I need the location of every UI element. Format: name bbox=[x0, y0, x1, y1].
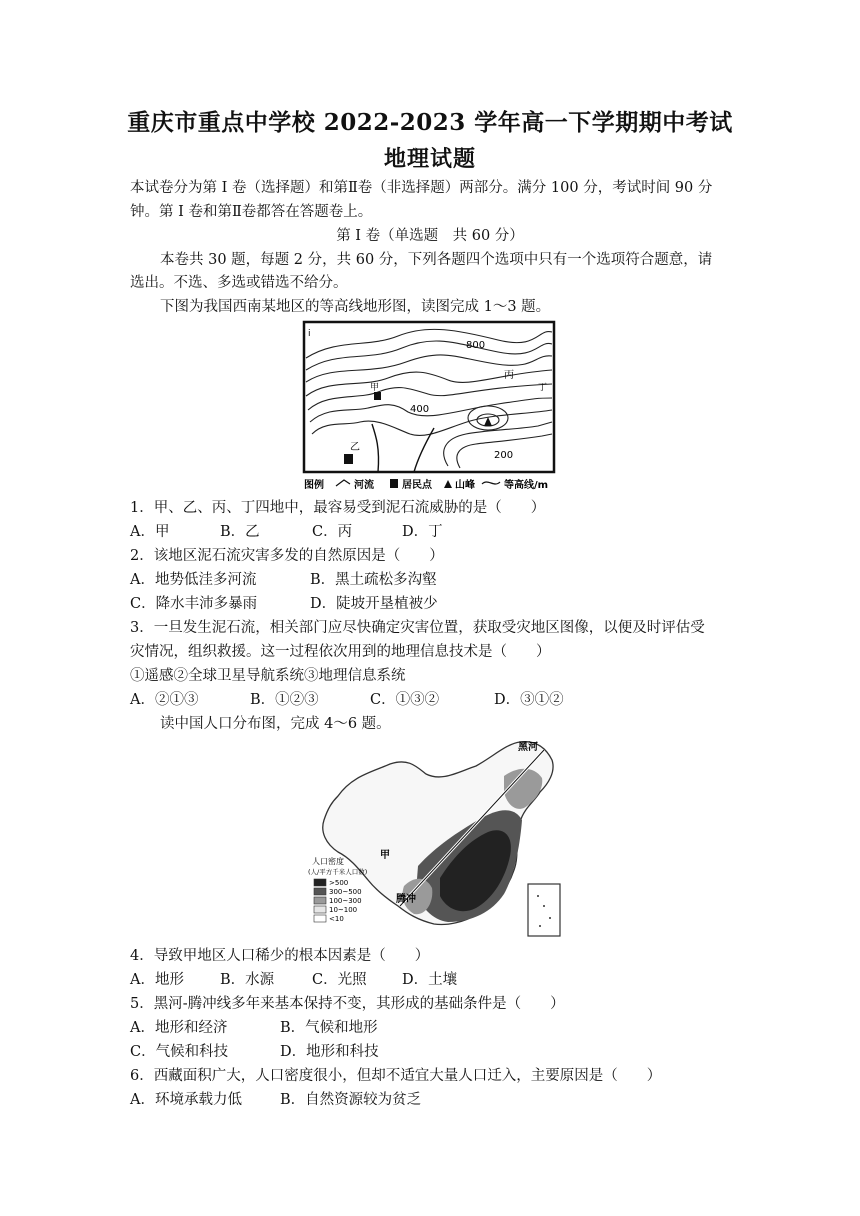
legend-settlement: 居民点 bbox=[402, 480, 432, 491]
q2-options-row1 bbox=[130, 570, 437, 590]
contour-icon bbox=[482, 482, 500, 484]
legend-swatch-3 bbox=[314, 897, 326, 904]
q2-option-d: D．陡坡开垦植被少 bbox=[310, 596, 438, 612]
q4-option-c: C．光照 bbox=[312, 972, 367, 988]
q1-option-d: D．丁 bbox=[402, 524, 443, 540]
legend-contour: 等高线/m bbox=[504, 480, 549, 491]
q6-option-a: A．环境承载力低 bbox=[130, 1092, 242, 1108]
map2-label-jia: 甲 bbox=[380, 850, 390, 861]
q1-option-b: B．乙 bbox=[220, 524, 260, 540]
q2-options-row2 bbox=[130, 594, 438, 614]
q4-options bbox=[130, 970, 457, 990]
legend-peak: 山峰 bbox=[455, 480, 475, 491]
intro-line-2: 钟。第 I 卷和第Ⅱ卷都答在答题卷上。 bbox=[130, 204, 373, 220]
settlement-jia bbox=[374, 392, 381, 400]
q4-stem: 4．导致甲地区人口稀少的根本因素是（ ） bbox=[130, 948, 430, 964]
map-label-bing: 丙 bbox=[504, 370, 514, 381]
map-label-yi: 乙 bbox=[350, 442, 360, 453]
legend-class-1: >500 bbox=[329, 879, 349, 887]
settlement-yi bbox=[344, 454, 353, 464]
contour-map bbox=[298, 318, 560, 496]
legend-swatch-1 bbox=[314, 879, 326, 886]
q6-options bbox=[130, 1090, 421, 1110]
q1-option-a: A．甲 bbox=[130, 524, 170, 540]
map-label-jia: 甲 bbox=[370, 383, 380, 393]
q1-stem: 1．甲、乙、丙、丁四地中，最容易受到泥石流威胁的是（ ） bbox=[130, 500, 546, 516]
q5-options-row1 bbox=[130, 1018, 378, 1038]
exam-title: 重庆市重点中学校 2022-2023 学年高一下学期期中考试 bbox=[127, 109, 733, 136]
figure1-caption: 下图为我国西南某地区的等高线地形图，读图完成 1～3 题。 bbox=[160, 299, 551, 315]
q4-option-d: D．土壤 bbox=[402, 972, 458, 988]
q6-option-b: B．自然资源较为贫乏 bbox=[280, 1092, 422, 1108]
q5-option-d: D．地形和科技 bbox=[280, 1044, 379, 1060]
q3-option-b: B．①②③ bbox=[250, 692, 319, 708]
legend-title: 图例 bbox=[304, 480, 324, 491]
contour-label-800: 800 bbox=[466, 340, 486, 351]
map2-label-heihe: 黑河 bbox=[518, 742, 538, 753]
q5-options-row2 bbox=[130, 1042, 379, 1062]
exam-subtitle: 地理试题 bbox=[383, 146, 476, 172]
contour-label-200: 200 bbox=[494, 450, 514, 461]
q1-option-c: C．丙 bbox=[312, 524, 353, 540]
q5-option-c: C．气候和科技 bbox=[130, 1044, 229, 1060]
q3-stem-2: 灾情况，组织救援。这一过程依次用到的地理信息技术是（ ） bbox=[130, 644, 551, 660]
south-china-sea-inset bbox=[528, 884, 560, 936]
legend-swatch-2 bbox=[314, 888, 326, 895]
q3-stem-1: 3．一旦发生泥石流，相关部门应尽快确定灾害位置，获取受灾地区图像，以便及时评估受 bbox=[130, 620, 705, 636]
q3-option-c: C．①③② bbox=[370, 692, 440, 708]
q6-stem: 6．西藏面积广大，人口密度很小，但却不适宜大量人口迁入，主要原因是（ ） bbox=[130, 1068, 662, 1084]
legend-class-5: <10 bbox=[329, 915, 344, 923]
legend-river: 河流 bbox=[354, 480, 374, 491]
part1-desc-1: 本卷共 30 题，每题 2 分，共 60 分，下列各题四个选项中只有一个选项符合题意，请 bbox=[160, 252, 713, 268]
legend-class-2: 300~500 bbox=[329, 888, 362, 896]
q2-option-a: A．地势低洼多河流 bbox=[130, 572, 257, 588]
settlement-icon bbox=[390, 479, 398, 488]
q3-note: ①遥感②全球卫星导航系统③地理信息系统 bbox=[130, 668, 406, 684]
intro-line-1: 本试卷分为第 I 卷（选择题）和第Ⅱ卷（非选择题）两部分。满分 100 分，考试时间 90 分 bbox=[130, 180, 713, 196]
q2-option-b: B．黑土疏松多沟壑 bbox=[310, 572, 437, 588]
q3-option-a: A．②①③ bbox=[130, 692, 199, 708]
part1-heading: 第 I 卷（单选题 共 60 分） bbox=[336, 228, 524, 244]
figure2-caption: 读中国人口分布图，完成 4～6 题。 bbox=[160, 716, 391, 732]
q4-option-a: A．地形 bbox=[130, 972, 184, 988]
q1-options bbox=[130, 522, 443, 542]
legend-swatch-4 bbox=[314, 906, 326, 913]
q2-option-c: C．降水丰沛多暴雨 bbox=[130, 596, 258, 612]
legend-class-3: 100~300 bbox=[329, 897, 362, 905]
q4-option-b: B．水源 bbox=[220, 972, 275, 988]
map2-label-tengchong: 腾冲 bbox=[396, 894, 416, 905]
q2-stem: 2．该地区泥石流灾害多发的自然原因是（ ） bbox=[130, 548, 444, 564]
q3-options bbox=[130, 690, 564, 710]
legend-class-4: 10~100 bbox=[329, 906, 358, 914]
q5-stem: 5．黑河-腾冲线多年来基本保持不变，其形成的基础条件是（ ） bbox=[130, 996, 565, 1012]
q5-option-a: A．地形和经济 bbox=[130, 1020, 228, 1036]
map-label-ding: 丁 bbox=[538, 383, 548, 393]
contour-label-400: 400 bbox=[410, 404, 430, 415]
peak-legend-icon bbox=[444, 480, 452, 488]
legend-swatch-5 bbox=[314, 915, 326, 922]
part1-desc-2: 选出。不选、多选或错选不给分。 bbox=[130, 275, 348, 291]
river-icon bbox=[336, 480, 350, 486]
map2-legend-unit: (人/平方千米人口数) bbox=[308, 868, 368, 876]
q5-option-b: B．气候和地形 bbox=[280, 1020, 378, 1036]
map-label-i: i bbox=[308, 329, 311, 339]
map2-legend-title: 人口密度 bbox=[312, 857, 344, 866]
population-map bbox=[308, 736, 564, 944]
q3-option-d: D．③①② bbox=[494, 692, 564, 708]
